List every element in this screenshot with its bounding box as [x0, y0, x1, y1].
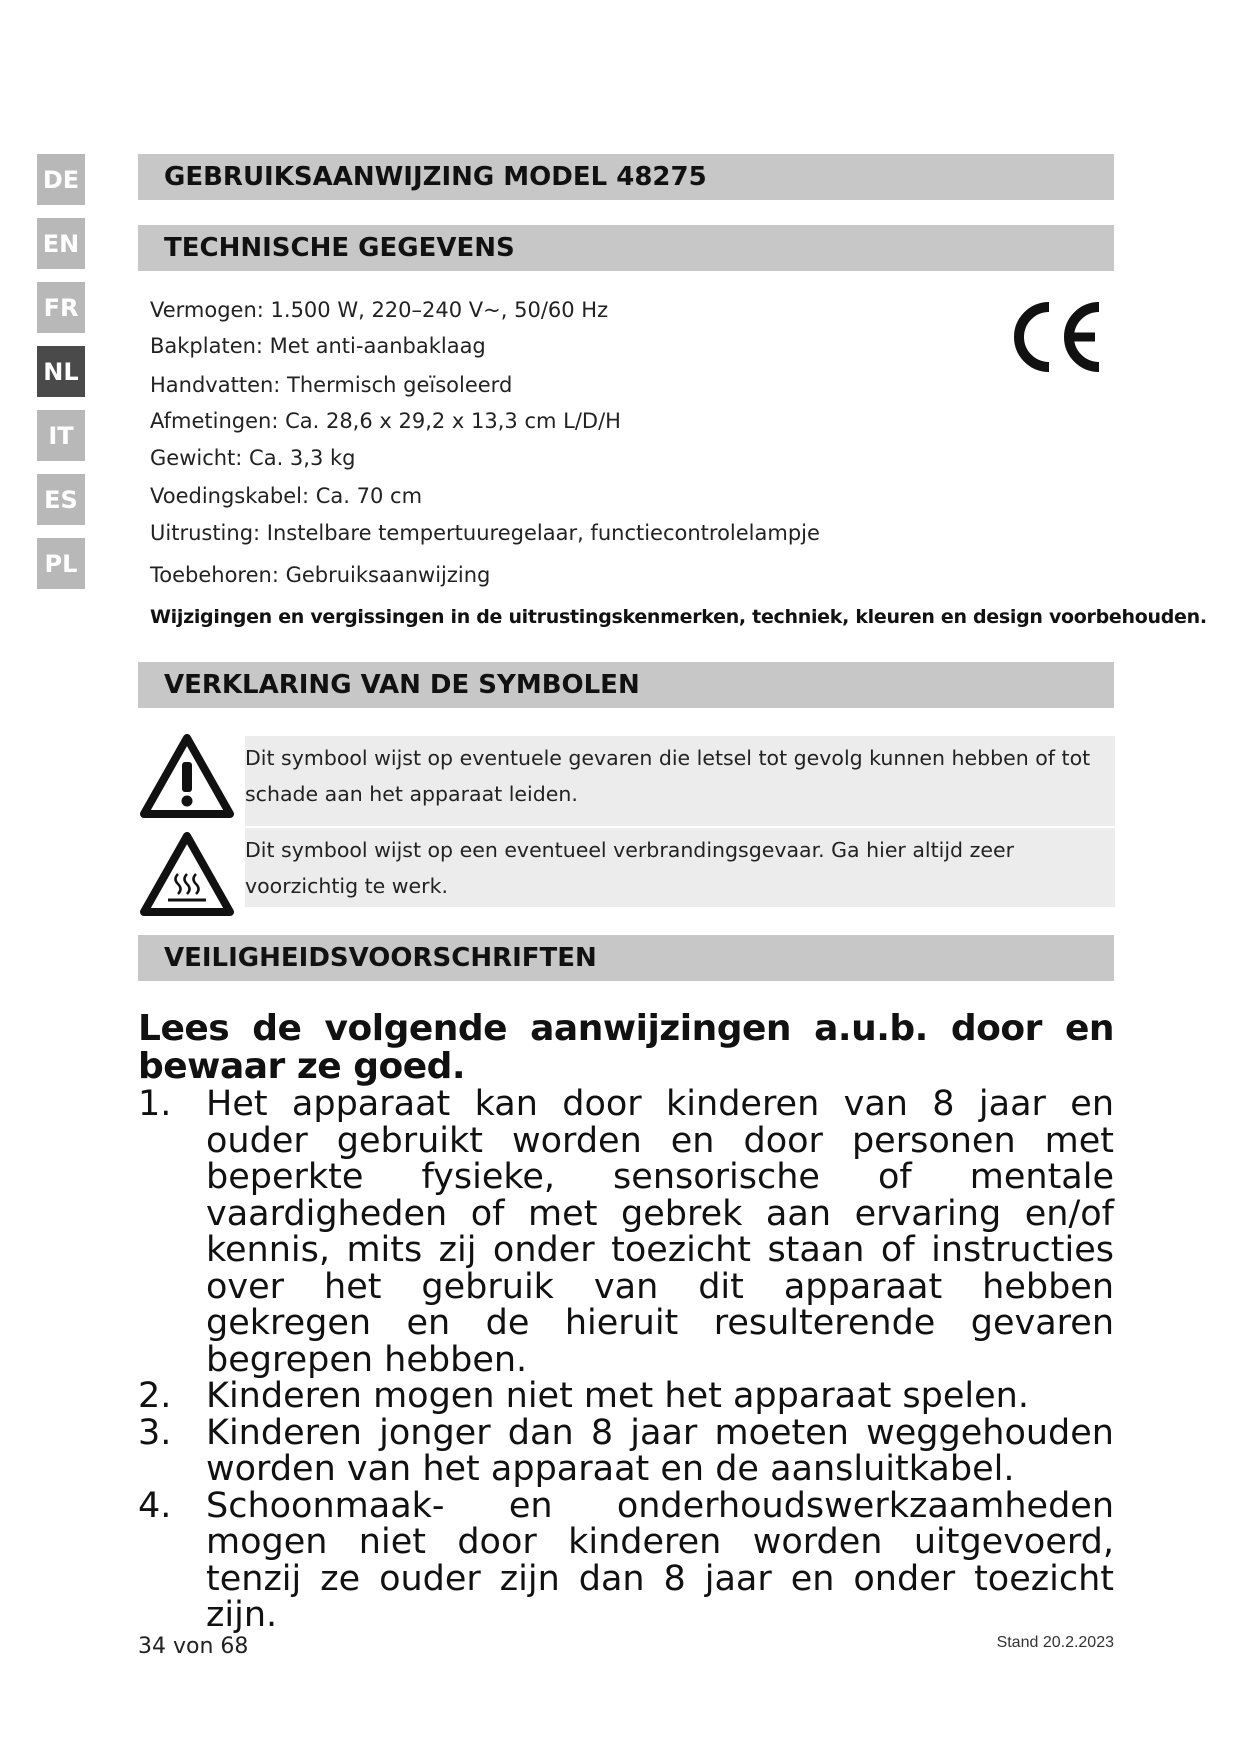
list-item [138, 1086, 1114, 1378]
safety-rules-list [138, 1086, 1114, 1634]
document-date: Stand 20.2.2023 [996, 1634, 1114, 1651]
ce-mark-icon [1005, 297, 1105, 377]
spec-handles: Handvatten: Thermisch geïsoleerd [150, 373, 513, 397]
hot-surface-warning-icon [140, 832, 234, 916]
list-item [138, 1412, 1114, 1489]
spec-weight: Gewicht: Ca. 3,3 kg [150, 446, 356, 470]
lang-tab-en[interactable]: EN [37, 218, 85, 269]
document-title: GEBRUIKSAANWIJZING MODEL 48275 [138, 154, 1114, 200]
list-item-text: Kinderen jonger dan 8 jaar moeten weggehouden worden van het apparaat en de aansluitkabel. [206, 1412, 1114, 1489]
spec-dimensions: Afmetingen: Ca. 28,6 x 29,2 x 13,3 cm L/D/H [150, 409, 621, 433]
list-item-number: 1. [138, 1084, 172, 1124]
lang-tab-nl[interactable]: NL [37, 346, 85, 397]
safety-heading: VEILIGHEIDSVOORSCHRIFTEN [138, 935, 1114, 981]
list-item-text: Schoonmaak- en onderhoudswerkzaamheden mogen niet door kinderen worden uitgevoerd, tenzij ze ouder zijn dan 8 jaar en onder toezicht zijn. [206, 1485, 1114, 1635]
spec-accessories: Toebehoren: Gebruiksaanwijzing [150, 563, 491, 587]
lang-tab-pl[interactable]: PL [37, 538, 85, 589]
specs-disclaimer: Wijzigingen en vergissingen in de uitrustingskenmerken, techniek, kleuren en design voorbehouden. [150, 606, 1207, 628]
warning-exclamation-icon [140, 734, 234, 818]
spec-power: Vermogen: 1.500 W, 220–240 V~, 50/60 Hz [150, 298, 609, 322]
list-item-number: 4. [138, 1485, 172, 1526]
list-item-number: 2. [138, 1376, 172, 1416]
list-item-text: Het apparaat kan door kinderen van 8 jaar en ouder gebruikt worden en door personen met beperkte fysieke, sensorische of mentale vaardigheden of met gebrek aan ervaring en/of kennis, mits zij onder toezicht staan of instructies over het gebruik van dit apparaat hebben gekregen en de hieruit resulterende gevaren begrepen hebben. [206, 1084, 1114, 1380]
language-tabs [37, 154, 85, 602]
page-number: 34 von 68 [138, 1634, 249, 1659]
lang-tab-de[interactable]: DE [37, 154, 85, 205]
list-item-number: 3. [138, 1412, 172, 1453]
lang-tab-it[interactable]: IT [37, 410, 85, 461]
spec-plates: Bakplaten: Met anti-aanbaklaag [150, 334, 486, 358]
spec-equipment: Uitrusting: Instelbare tempertuuregelaar, functiecontrolelampje [150, 521, 820, 545]
spec-cable: Voedingskabel: Ca. 70 cm [150, 484, 423, 508]
list-item-text: Kinderen mogen niet met het apparaat spelen. [206, 1376, 1029, 1416]
symbols-heading: VERKLARING VAN DE SYMBOLEN [138, 662, 1114, 708]
list-item [138, 1378, 1114, 1415]
technical-data-heading: TECHNISCHE GEGEVENS [138, 225, 1114, 271]
list-item [138, 1485, 1114, 1635]
symbol-warning-description: Dit symbool wijst op eventuele gevaren die letsel tot gevolg kunnen hebben of tot schade aan het apparaat leiden. [245, 736, 1115, 826]
safety-intro: Lees de volgende aanwijzingen a.u.b. door en bewaar ze goed. [138, 1008, 1114, 1087]
lang-tab-fr[interactable]: FR [37, 282, 85, 333]
symbol-burn-description: Dit symbool wijst op een eventueel verbrandingsgevaar. Ga hier altijd zeer voorzichtig te werk. [245, 828, 1115, 907]
lang-tab-es[interactable]: ES [37, 474, 85, 525]
